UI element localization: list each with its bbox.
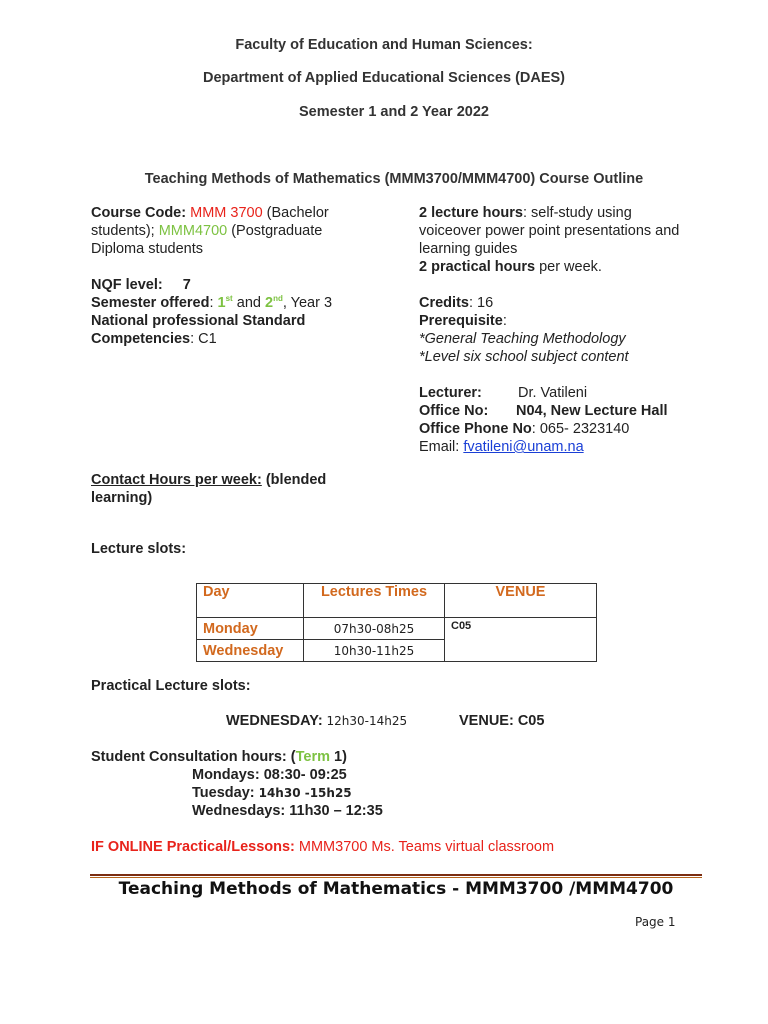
practical-venue: VENUE: C05 (459, 713, 545, 729)
consultation-monday: Mondays: 08:30- 09:25 (192, 767, 347, 783)
practical-slot (226, 712, 407, 730)
lecture-slots-label: Lecture slots: (91, 541, 187, 557)
office-value: N04, New Lecture Hall (516, 403, 668, 419)
consultation-label: Student Consultation hours: ( (91, 749, 296, 765)
lecturer-value: Dr. Vatileni (518, 385, 588, 401)
lecture-hours-text-1: : self-study using (522, 205, 632, 221)
office-phone-label: Office Phone No (419, 421, 532, 437)
course-info-left: Course Code: MMM 3700 (Bachelor students); MMM4700 (Postgraduate Diploma students NQF level: 7 Semester offered: 1st and 2nd, Year 3 National professional Standard Competencies: C1 (91, 205, 333, 347)
practical-slots-label: Practical Lecture slots: (91, 678, 251, 694)
email-label: Email: (419, 439, 464, 455)
prerequisite-label: Prerequisite (419, 313, 503, 329)
semester-offered-label: Semester offered (91, 295, 210, 311)
department-heading: Department of Applied Educational Sciences (DAES) (202, 70, 566, 86)
table-cell-day: Wednesday (197, 640, 304, 662)
practical-hours-label: 2 practical hours (419, 259, 536, 275)
semester-year: , Year 3 (282, 295, 333, 311)
nps-label: National professional Standard (91, 313, 306, 329)
semester-first: 1st (217, 294, 233, 311)
semester-and: and (232, 295, 265, 311)
lecture-hours-label: 2 lecture hours (419, 205, 523, 221)
online-label: IF ONLINE Practical/Lessons: (91, 839, 295, 855)
credits-label: Credits (419, 295, 469, 311)
prerequisite-2: *Level six school subject content (419, 349, 629, 365)
table-header-venue: VENUE (445, 584, 597, 618)
consultation-hours (91, 748, 383, 820)
footer-title: Teaching Methods of Mathematics - MMM3700 /MMM4700 (118, 879, 674, 899)
credits-value: : 16 (468, 295, 494, 311)
nqf-value: 7 (182, 277, 191, 293)
nqf-label: NQF level: (91, 277, 163, 293)
faculty-heading: Faculty of Education and Human Sciences: (235, 37, 533, 53)
diploma-text: Diploma students (91, 241, 204, 257)
postgraduate-text: (Postgraduate (227, 223, 323, 239)
bachelor-text: (Bachelor (262, 205, 329, 221)
practical-hours-text: per week. (535, 259, 602, 275)
consultation-wednesday: Wednesdays: 11h30 – 12:35 (192, 803, 383, 819)
consultation-tuesday-time: 14h30 -15h25 (258, 786, 352, 800)
email-link[interactable]: fvatileni@unam.na (463, 439, 584, 455)
office-phone-value: : 065- 2323140 (531, 421, 630, 437)
footer-divider (90, 874, 702, 876)
table-header-times: Lectures Times (304, 584, 445, 618)
students-text: students); (91, 223, 159, 239)
table-header-day: Day (197, 584, 304, 618)
course-code-mmm4700: MMM4700 (158, 223, 228, 239)
learning-text: learning) (91, 490, 153, 506)
office-label: Office No: (419, 403, 489, 419)
consultation-term: Term (295, 749, 330, 765)
blended-text: (blended (261, 472, 327, 488)
competencies-value: : C1 (190, 331, 217, 347)
prerequisite-1: *General Teaching Methodology (419, 331, 626, 347)
lecture-hours-text-2: voiceover power point presentations and (419, 223, 680, 239)
course-outline-title: Teaching Methods of Mathematics (MMM3700/MMM4700) Course Outline (144, 171, 644, 187)
page-number: Page 1 (635, 915, 676, 929)
footer-divider-thin (90, 877, 702, 878)
online-value: MMM3700 Ms. Teams virtual classroom (294, 839, 555, 855)
course-code-mmm3700: MMM 3700 (190, 205, 263, 221)
course-info-right: 2 lecture hours: self-study using voiceover power point presentations and learning guides 2 practical hours per week. Credits: 16 Prerequisite: *General Teaching Methodology *Level six school subject content Lecturer: Dr. Vatileni Office No: N04, New Lecture Hall Office Phone No: 065- 2323140 Email: fvatileni@unam.na (419, 205, 680, 455)
table-cell-time: 07h30-08h25 (304, 618, 445, 640)
table-cell-day: Monday (197, 618, 304, 640)
lecturer-label: Lecturer: (419, 385, 482, 401)
table-cell-time: 10h30-11h25 (304, 640, 445, 662)
practical-time: 12h30-14h25 (322, 714, 408, 728)
contact-hours-label: Contact Hours per week: (91, 472, 262, 488)
table-cell-venue: C05 (445, 618, 597, 662)
consultation-tuesday-label: Tuesday: (192, 785, 259, 801)
table-row (197, 618, 597, 640)
contact-hours (91, 471, 326, 507)
semester-second: 2nd (264, 294, 283, 311)
practical-day: WEDNESDAY: (226, 713, 323, 729)
competencies-label: Competencies (91, 331, 191, 347)
lecture-hours-text-3: learning guides (419, 241, 518, 257)
online-lessons (91, 838, 554, 856)
course-code-label: Course Code: (91, 205, 187, 221)
lecture-slots-table (196, 583, 597, 662)
semester-year-heading: Semester 1 and 2 Year 2022 (299, 104, 489, 120)
consultation-term-num: 1) (329, 749, 347, 765)
